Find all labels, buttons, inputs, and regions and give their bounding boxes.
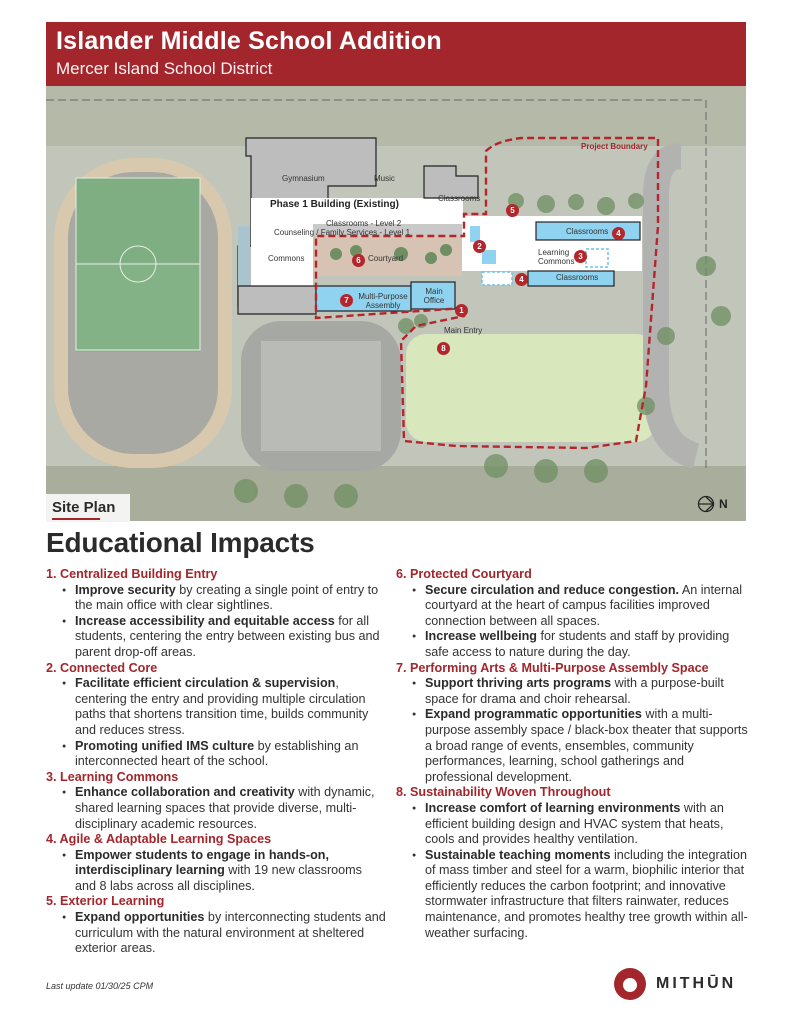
marker-8: 8 <box>437 342 450 355</box>
impact-bullet: ● Increase comfort of learning environments with an efficient building design and HVAC system that heats, cools and provides healthy ventilation. <box>412 801 748 848</box>
label-classrooms-east-lower: Classrooms <box>556 273 599 282</box>
impact-heading: 4. Agile & Adaptable Learning Spaces <box>46 832 272 847</box>
impact-item-1 <box>46 567 386 661</box>
label-classrooms-east-upper: Classrooms <box>566 227 609 236</box>
label-main-office: Main Office <box>423 287 445 305</box>
impact-heading: 7. Performing Arts & Multi-Purpose Assembly Space <box>396 660 709 675</box>
label-music: Music <box>374 174 395 183</box>
impact-heading: 1. Centralized Building Entry <box>46 567 218 581</box>
site-plan-label: Site Plan <box>52 499 116 516</box>
site-plan-caption <box>46 494 130 522</box>
north-arrow-icon <box>697 495 715 513</box>
document-title: Islander Middle School Addition <box>56 27 442 55</box>
label-courtyard: Courtyard <box>368 254 404 263</box>
impacts-column-right <box>396 567 748 941</box>
document-subtitle: Mercer Island School District <box>56 59 273 78</box>
site-plan-map <box>46 86 746 521</box>
impact-heading: 6. Protected Courtyard <box>396 567 532 581</box>
impact-bullet: ● Support thriving arts programs with a purpose-built space for drama and choir rehearsal. <box>412 676 748 707</box>
impact-item-5 <box>46 894 386 956</box>
mithun-logo: MITHŪN <box>656 975 737 992</box>
document-header <box>46 22 746 86</box>
label-gymnasium: Gymnasium <box>282 174 325 183</box>
impacts-column-left <box>46 567 386 957</box>
impact-item-8 <box>396 785 748 941</box>
impact-heading: 2. Connected Core <box>46 660 158 675</box>
impact-item-7 <box>396 661 748 786</box>
marker-4-lower: 4 <box>515 273 528 286</box>
label-main-entry: Main Entry <box>444 326 483 335</box>
impact-bullet: ● Improve security by creating a single point of entry to the main office with clear sightlines. <box>62 583 386 614</box>
impact-heading: 8. Sustainability Woven Throughout <box>396 785 611 800</box>
impact-item-2 <box>46 661 386 770</box>
last-update-note: Last update 01/30/25 CPM <box>46 981 154 991</box>
impact-bullet: ● Promoting unified IMS culture by establishing an interconnected heart of the school. <box>62 739 386 770</box>
footer-logos <box>614 968 736 1000</box>
label-phase1-building: Phase 1 Building (Existing) <box>270 199 399 210</box>
impact-heading: 5. Exterior Learning <box>46 894 165 909</box>
impact-bullet: ● Secure circulation and reduce congestion. An internal courtyard at the heart of campus facilities improved connection between all spaces. <box>412 583 748 630</box>
impact-bullet: ● Empower students to engage in hands-on, interdisciplinary learning with 19 new classrooms and 8 labs across all disciplines. <box>62 848 386 895</box>
impact-heading: 3. Learning Commons <box>46 769 179 784</box>
marker-1: 1 <box>455 304 468 317</box>
label-learning-commons: Learning Commons <box>538 248 575 266</box>
school-district-seal-icon <box>614 968 646 1000</box>
label-multi-purpose-assembly: Multi-Purpose Assembly <box>358 292 408 310</box>
label-counseling-level1: Counseling / Family Services - Level 1 <box>274 228 411 237</box>
impact-bullet: ● Sustainable teaching moments including the integration of mass timber and steel for a warm, biophilic interior that efficiently reduces the carbon footprint; and innovative stormwater infrastructure that filters rainwater, reduces maintenance, and promotes healthy tree growth within all-weather surfacing. <box>412 848 748 942</box>
marker-7: 7 <box>340 294 353 307</box>
impact-item-6 <box>396 567 748 661</box>
marker-2: 2 <box>473 240 486 253</box>
marker-4-upper: 4 <box>612 227 625 240</box>
section-title: Educational Impacts <box>46 527 315 558</box>
north-arrow <box>697 495 728 513</box>
impact-item-3 <box>46 770 386 832</box>
impact-bullet: ● Expand opportunities by interconnecting students and curriculum with the natural environment at sheltered exterior areas. <box>62 910 386 957</box>
impact-bullet: ● Facilitate efficient circulation & supervision, centering the entry and providing multiple circulation paths that shortens transition time, builds community and reduces stress. <box>62 676 386 738</box>
label-classrooms-level2: Classrooms - Level 2 <box>326 219 402 228</box>
impact-bullet: ● Enhance collaboration and creativity with dynamic, shared learning spaces that provide diverse, multi-disciplinary academic resources. <box>62 785 386 832</box>
impact-bullet: ● Increase wellbeing for students and staff by providing safe access to nature during the day. <box>412 629 748 660</box>
marker-6: 6 <box>352 254 365 267</box>
impact-item-4 <box>46 832 386 894</box>
label-classrooms-top: Classrooms <box>438 194 481 203</box>
label-commons: Commons <box>268 254 305 263</box>
marker-5: 5 <box>506 204 519 217</box>
marker-3: 3 <box>574 250 587 263</box>
caption-underline <box>52 518 100 520</box>
impact-bullet: ● Increase accessibility and equitable access for all students, centering the entry between existing bus and parent drop-off areas. <box>62 614 386 661</box>
impact-bullet: ● Expand programmatic opportunities with a multi-purpose assembly space / black-box theater that supports a broad range of events, ensembles, community performances, learning, school gatherings and professional development. <box>412 707 748 785</box>
label-project-boundary: Project Boundary <box>581 142 648 151</box>
north-label: N <box>719 497 728 511</box>
